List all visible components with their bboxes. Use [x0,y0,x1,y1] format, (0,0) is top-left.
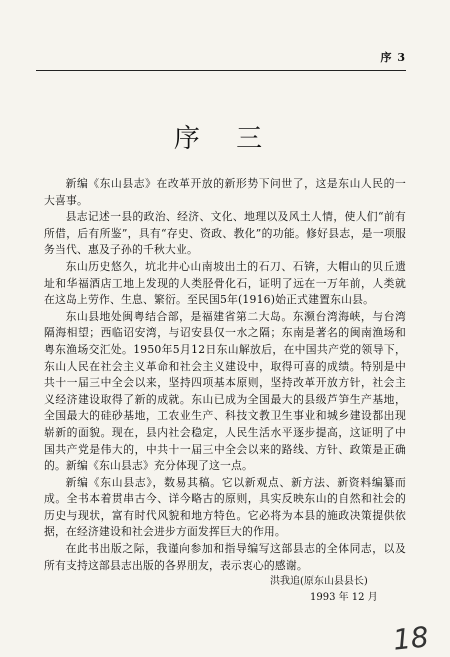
signature-block [270,574,378,606]
paragraph-5: 新编《东山县志》，数易其稿。它以新观点、新方法、新资料编纂而成。全书本着贯串古今、详今略古的原则，具实反映东山的自然和社会的历史与现状，富有时代风貌和地方特色。它必将为本县的施政决策提供依据，在经济建设和社会进步方面发挥巨大的作用。 [44,475,406,539]
paragraph-6: 在此书出版之际，我谨向参加和指导编写这部县志的全体同志，以及所有支持这部县志出版的各界朋友，表示衷心的感谢。 [44,542,406,572]
paragraph-2: 县志记述一县的政治、经济、文化、地理以及风土人情，使人们“前有所借，后有所鉴”，具有“存史、资政、教化”的功能。修好县志，是一项服务当代、惠及子孙的千秋大业。 [44,210,406,257]
running-header [36,46,406,71]
page-title: 序 三 [173,124,277,154]
paragraph-4: 东山县地处闽粤结合部，是福建省第二大岛。东濒台湾海峡，与台湾隔海相望；西临诏安湾，与诏安县仅一水之隔；东南是著名的闽南渔场和粤东渔场交汇处。1950年5月12日东山解放后，在中国共产党的领导下，东山人民在社会主义革命和社会主义建设中，取得可喜的成绩。特别是中共十一届三中全会以来，坚持四项基本原则，坚持改革开放方针，社会主义经济建设取得了新的成就。东山已成为全国最大的县级芦笋生产基地，全国最大的硅砂基地，工农业生产、科技文教卫生事业和城乡建设都出现崭新的面貌。现在，县内社会稳定，人民生活水平逐步提高，这证明了中国共产党是伟大的，中共十一届三中全会以来的路线、方针、政策是正确的。新编《东山县志》充分体现了这一点。 [44,309,406,473]
signature-name: 洪我追(原东山县县长) [270,576,368,587]
body-text [44,176,406,574]
handwritten-page-number: 18 [391,620,431,657]
paragraph-3: 东山历史悠久，坑北井心山南坡出土的石刀、石锛，大帽山的贝丘遗址和华福酒店工地上发现的人类胫骨化石，证明了远在一万年前，人类就在这岛上劳作、生息、繁衍。至民国5年(1916)始正式建置东山县。 [44,259,406,307]
paragraph-1: 新编《东山县志》在改革开放的新形势下问世了，这是东山人民的一大喜事。 [44,177,406,207]
section-label: 序 3 [380,51,406,64]
signature-date: 1993 年 12 月 [310,592,378,603]
